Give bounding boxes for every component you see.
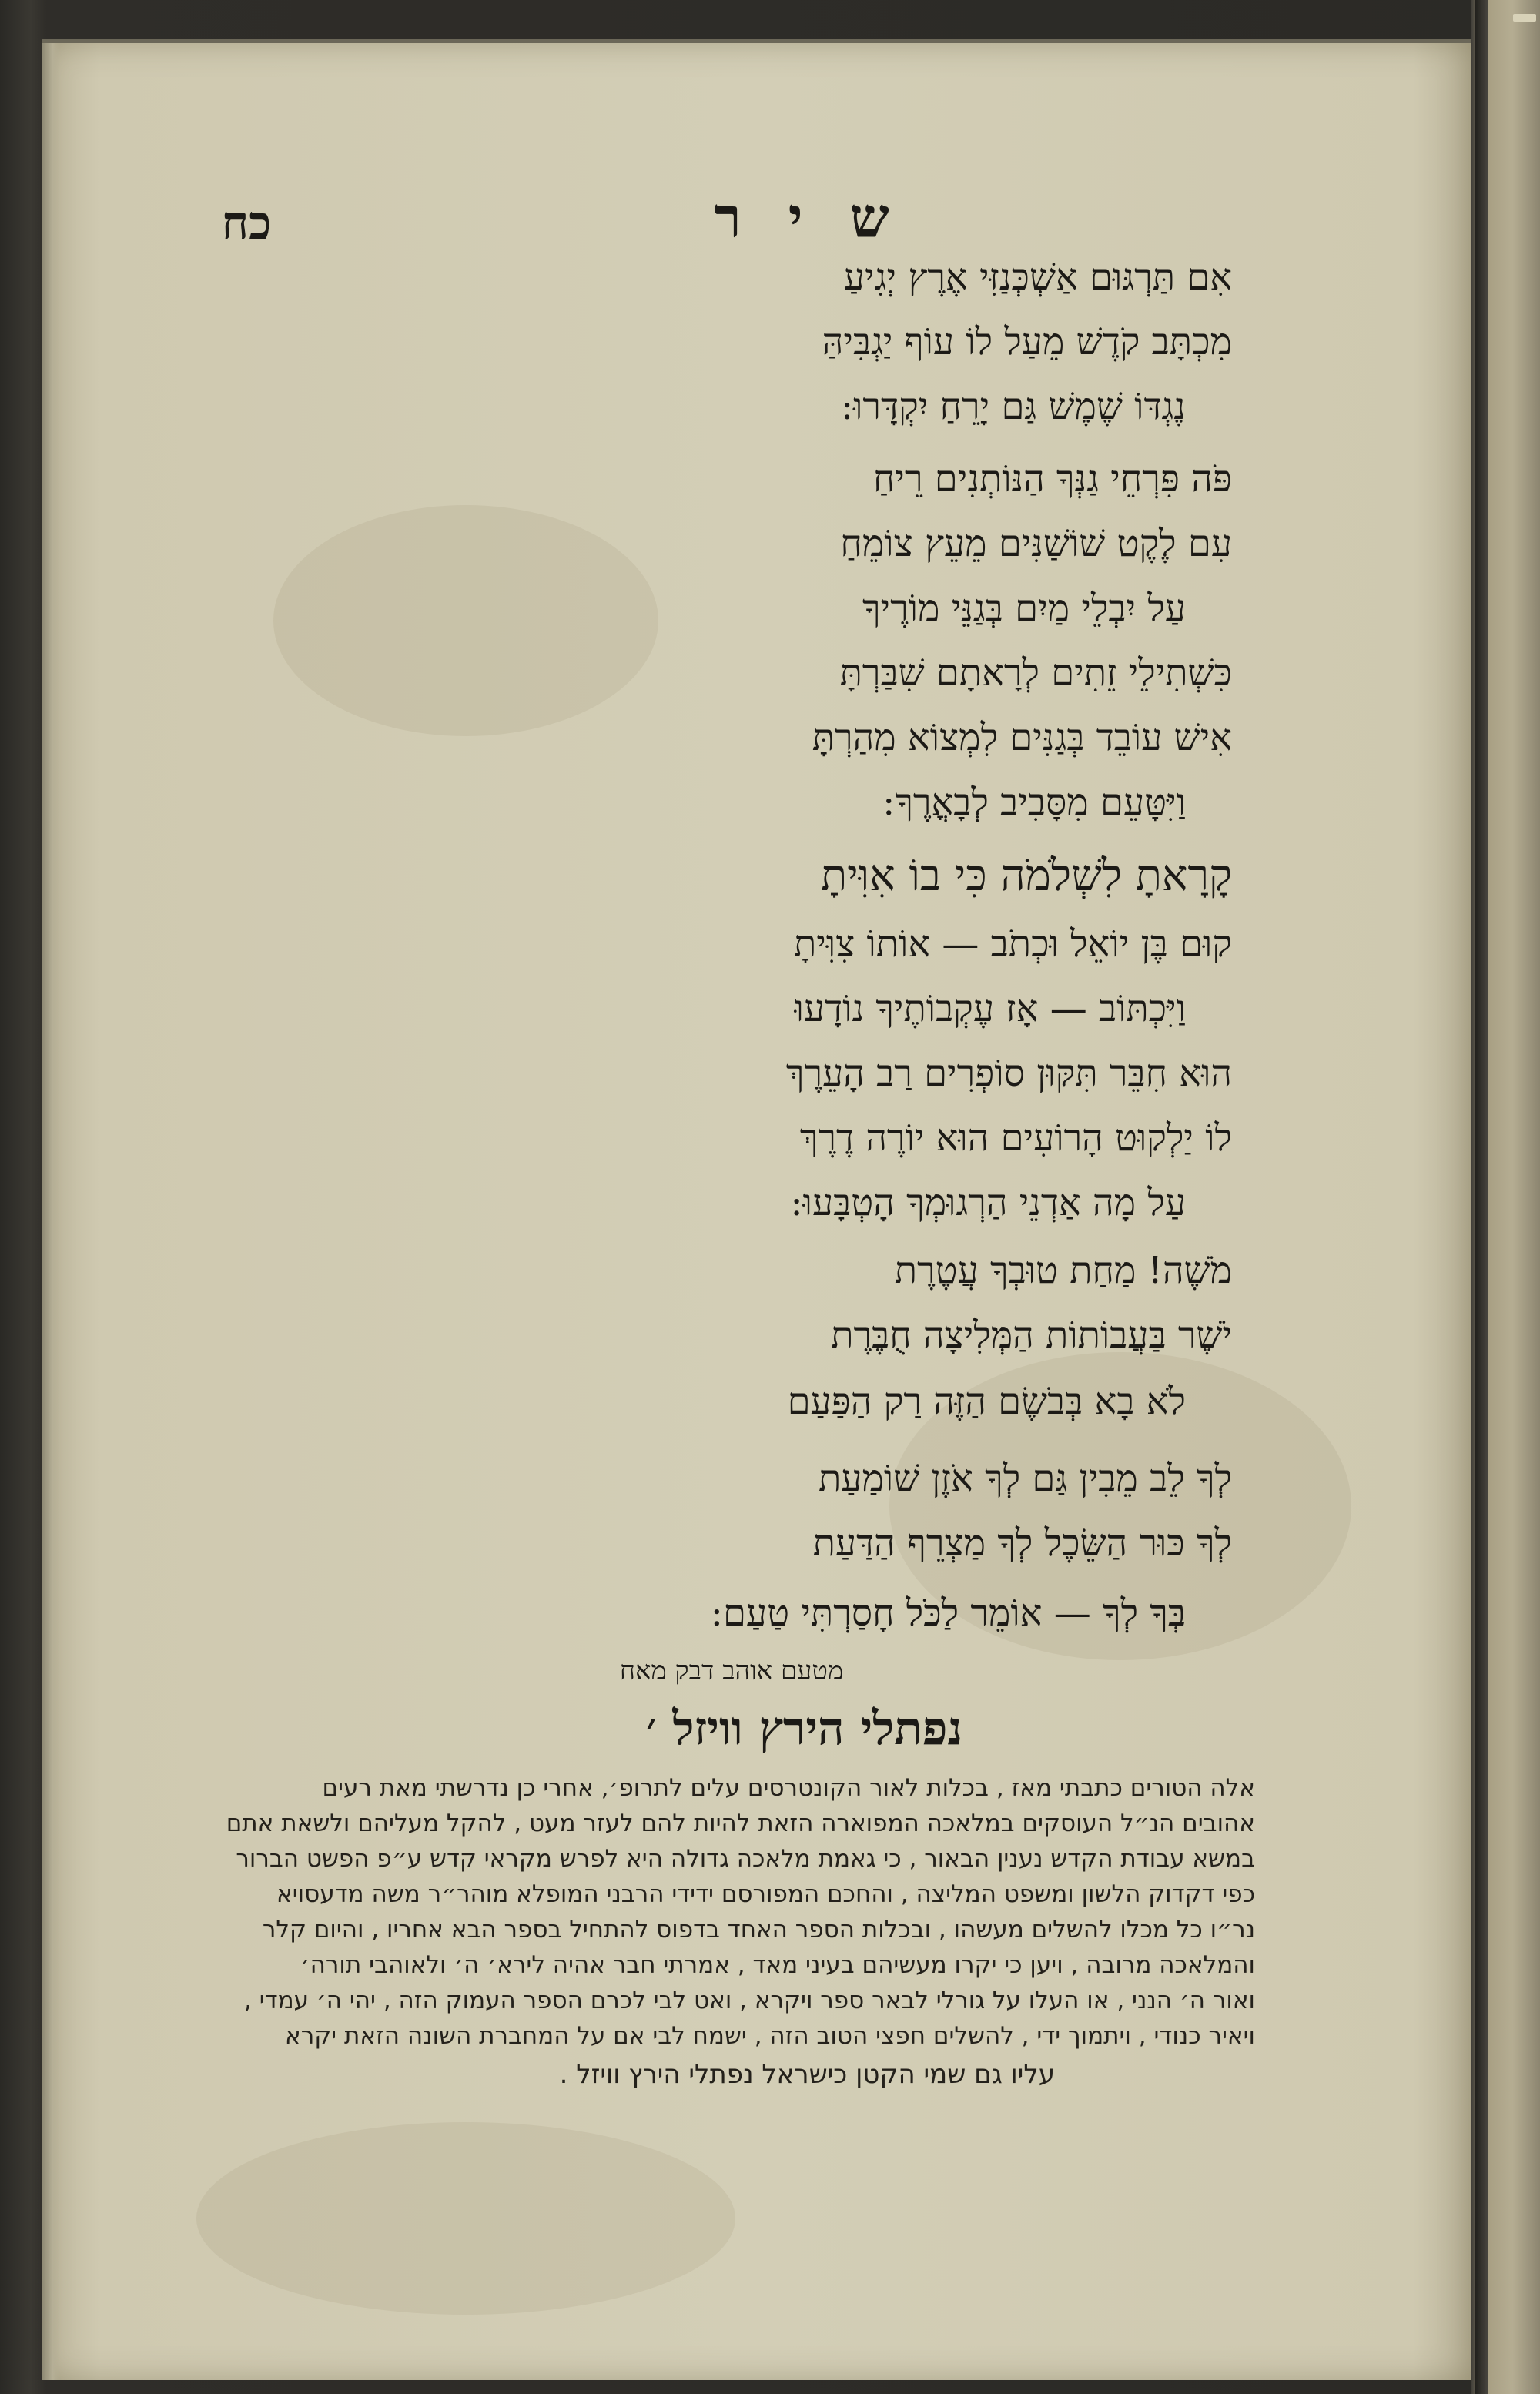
note-line: אלה הטורים כתבתי מאז , בכלות לאור הקונטרסים עלים לתרופ׳, אחרי כן נדרשתי מאת רעים (322, 1774, 1255, 1802)
poem-line: לוֹ יַלְקוּט הָרוֹעִים הוּא יוֹרֶה דֶרֶךְ (799, 1117, 1232, 1160)
note-line: במשא עבודת הקדש נענין הבאור , כי גאמת מלאכה גדולה היא לפרש מקראי קדש ע״פ הפשט הברור (236, 1845, 1255, 1873)
poem-line: מֹשֶׁה! מַחַת טוּבְךָ עֲטֶרֶת (894, 1249, 1232, 1292)
poem-line: לְךָ לֵב מֵבִין גַּם לְךָ אֹזֶן שׁוֹמַעַת (819, 1457, 1232, 1500)
note-line: והמלאכה מרובה , ויען כי יקרו מעשיהם בעיני מאד , אמרתי חבר אהיה לירא׳ ה׳ ולאוהבי תורה׳ (300, 1951, 1255, 1979)
poem-line: אִם תַּרְגּוּם אַשְׁכְּנַזִּי אֶרֶץ יְגִיעַ (843, 256, 1232, 299)
poem-line: אִישׁ עוֹבֵד בְּגַנִּים לִמְצוֹא מִהַרְתָּ (812, 716, 1232, 759)
poem-line: עִם לֶקֶט שׁוֹשַׁנִּים מֵעֵץ צוֹמֵחַ (840, 522, 1232, 565)
binding-shadow (1475, 0, 1488, 2394)
paper-stain (196, 2122, 735, 2315)
page-gutter-edge (42, 43, 59, 2380)
note-line: ואור ה׳ הנני , או העלו על גורלי לבאר ספר ויקרא , ואט לבי לכרם הספר העמוק הזה , יהי ה׳ עמדי , (244, 1987, 1255, 2014)
poem-line: נֶגְדּוֹ שֶׁמֶשׁ גַּם יָרֵחַ יִקְדָּרוּ: (840, 385, 1186, 428)
page-tab-marker (1513, 14, 1536, 22)
poem-line: לֹא בָא בְּבֹשֶׂם הַזֶּה רַק הַפַּעַם (787, 1380, 1186, 1423)
note-line: אהובים הנ״ל העוסקים במלאכה המפוארה הזאת להיות להם לעזר מעט , להקל מעליהם ולשאת אתם (226, 1810, 1255, 1837)
poem-line: הוּא חִבֵּר תִּקּוּן סוֹפְרִים רַב הָעֵרֶךְ (785, 1052, 1232, 1095)
note-line: כפי דקדוק הלשון ומשפט המליצה , והחכם המפורסם ידידי הרבני המופלא מוהר״ר משה מדעסויא (276, 1880, 1255, 1908)
poem-line: קָרָאתָ לִשְׁלֹמֹה כִּי בוֹ אִוִּיתָ (820, 851, 1232, 901)
paper-stain (273, 505, 658, 736)
poem-line: וַיִּטָּעֵם מִסָּבִיב לְבָאֳרֶךָ: (882, 781, 1186, 824)
poem-line: מִכְתָּב קֹדֶשׁ מֵעַל לוֹ עוֹף יַגְבִּיהַּ (822, 320, 1232, 363)
note-line: עליו גם שמי הקטן כישראל נפתלי הירץ וויזל . (559, 2059, 1055, 2090)
poem-line: יֹשֶׁר בַּעֲבוֹתוֹת הַמְּלִיצָה חֻבֶּרֶת (831, 1314, 1232, 1357)
poem-line: לְךָ כּוּר הַשֵּׂכֶל לְךָ מַצְרֵף הַדַּעַת (812, 1522, 1232, 1565)
author-signature: נפתלי הירץ וויזל ׳ (645, 1702, 962, 1756)
poem-line: כִּשְׁתִילֵי זֵתִים לְרָאתָם שִׁבַּרְתָּ (839, 651, 1232, 695)
poem-line: וַיִּכְתּוֹב — אָז עֶקְבוֹתֶיךָ נוֹדָעוּ (794, 987, 1186, 1030)
poem-title: ש י ר (714, 185, 903, 250)
note-line: נר״ו כל מכלו להשלים מעשהו , ובכלות הספר האחד בדפוס להתחיל בספר הבא אחריו , והיום קלר (262, 1916, 1255, 1944)
note-line: ויאיר כנודי , ויתמוך ידי , להשלים חפצי הטוב הזה , ישמח לבי אם על המחברת השונה הזאת יקרא (284, 2022, 1255, 2050)
poem-line: עַל מָה אַדְנֵי הַרְגוּמְךָ הָטְבָּעוּ: (790, 1181, 1186, 1224)
poem-line: פֹּה פִּרְחֵי גַנְּךָ הַנּוֹתְנִים רֵיחַ (872, 457, 1232, 501)
page-number: כח (221, 196, 272, 250)
poem-line: קוּם בֶּן יוֹאֵל וּכְתֹב — אוֹתוֹ צִוִּיתָ (793, 922, 1232, 966)
dedication-line: מטעם אוהב דבק מאח (619, 1656, 844, 1686)
poem-line: בְּךָ לְךָ — אוֹמֵר לַכֹּל חָסַרְתִּי טַעַם: (710, 1592, 1186, 1635)
poem-line: עַל יִבְלֵי מַיִם בְּגַנֵּי מוֹרֶיךָ (862, 587, 1186, 630)
